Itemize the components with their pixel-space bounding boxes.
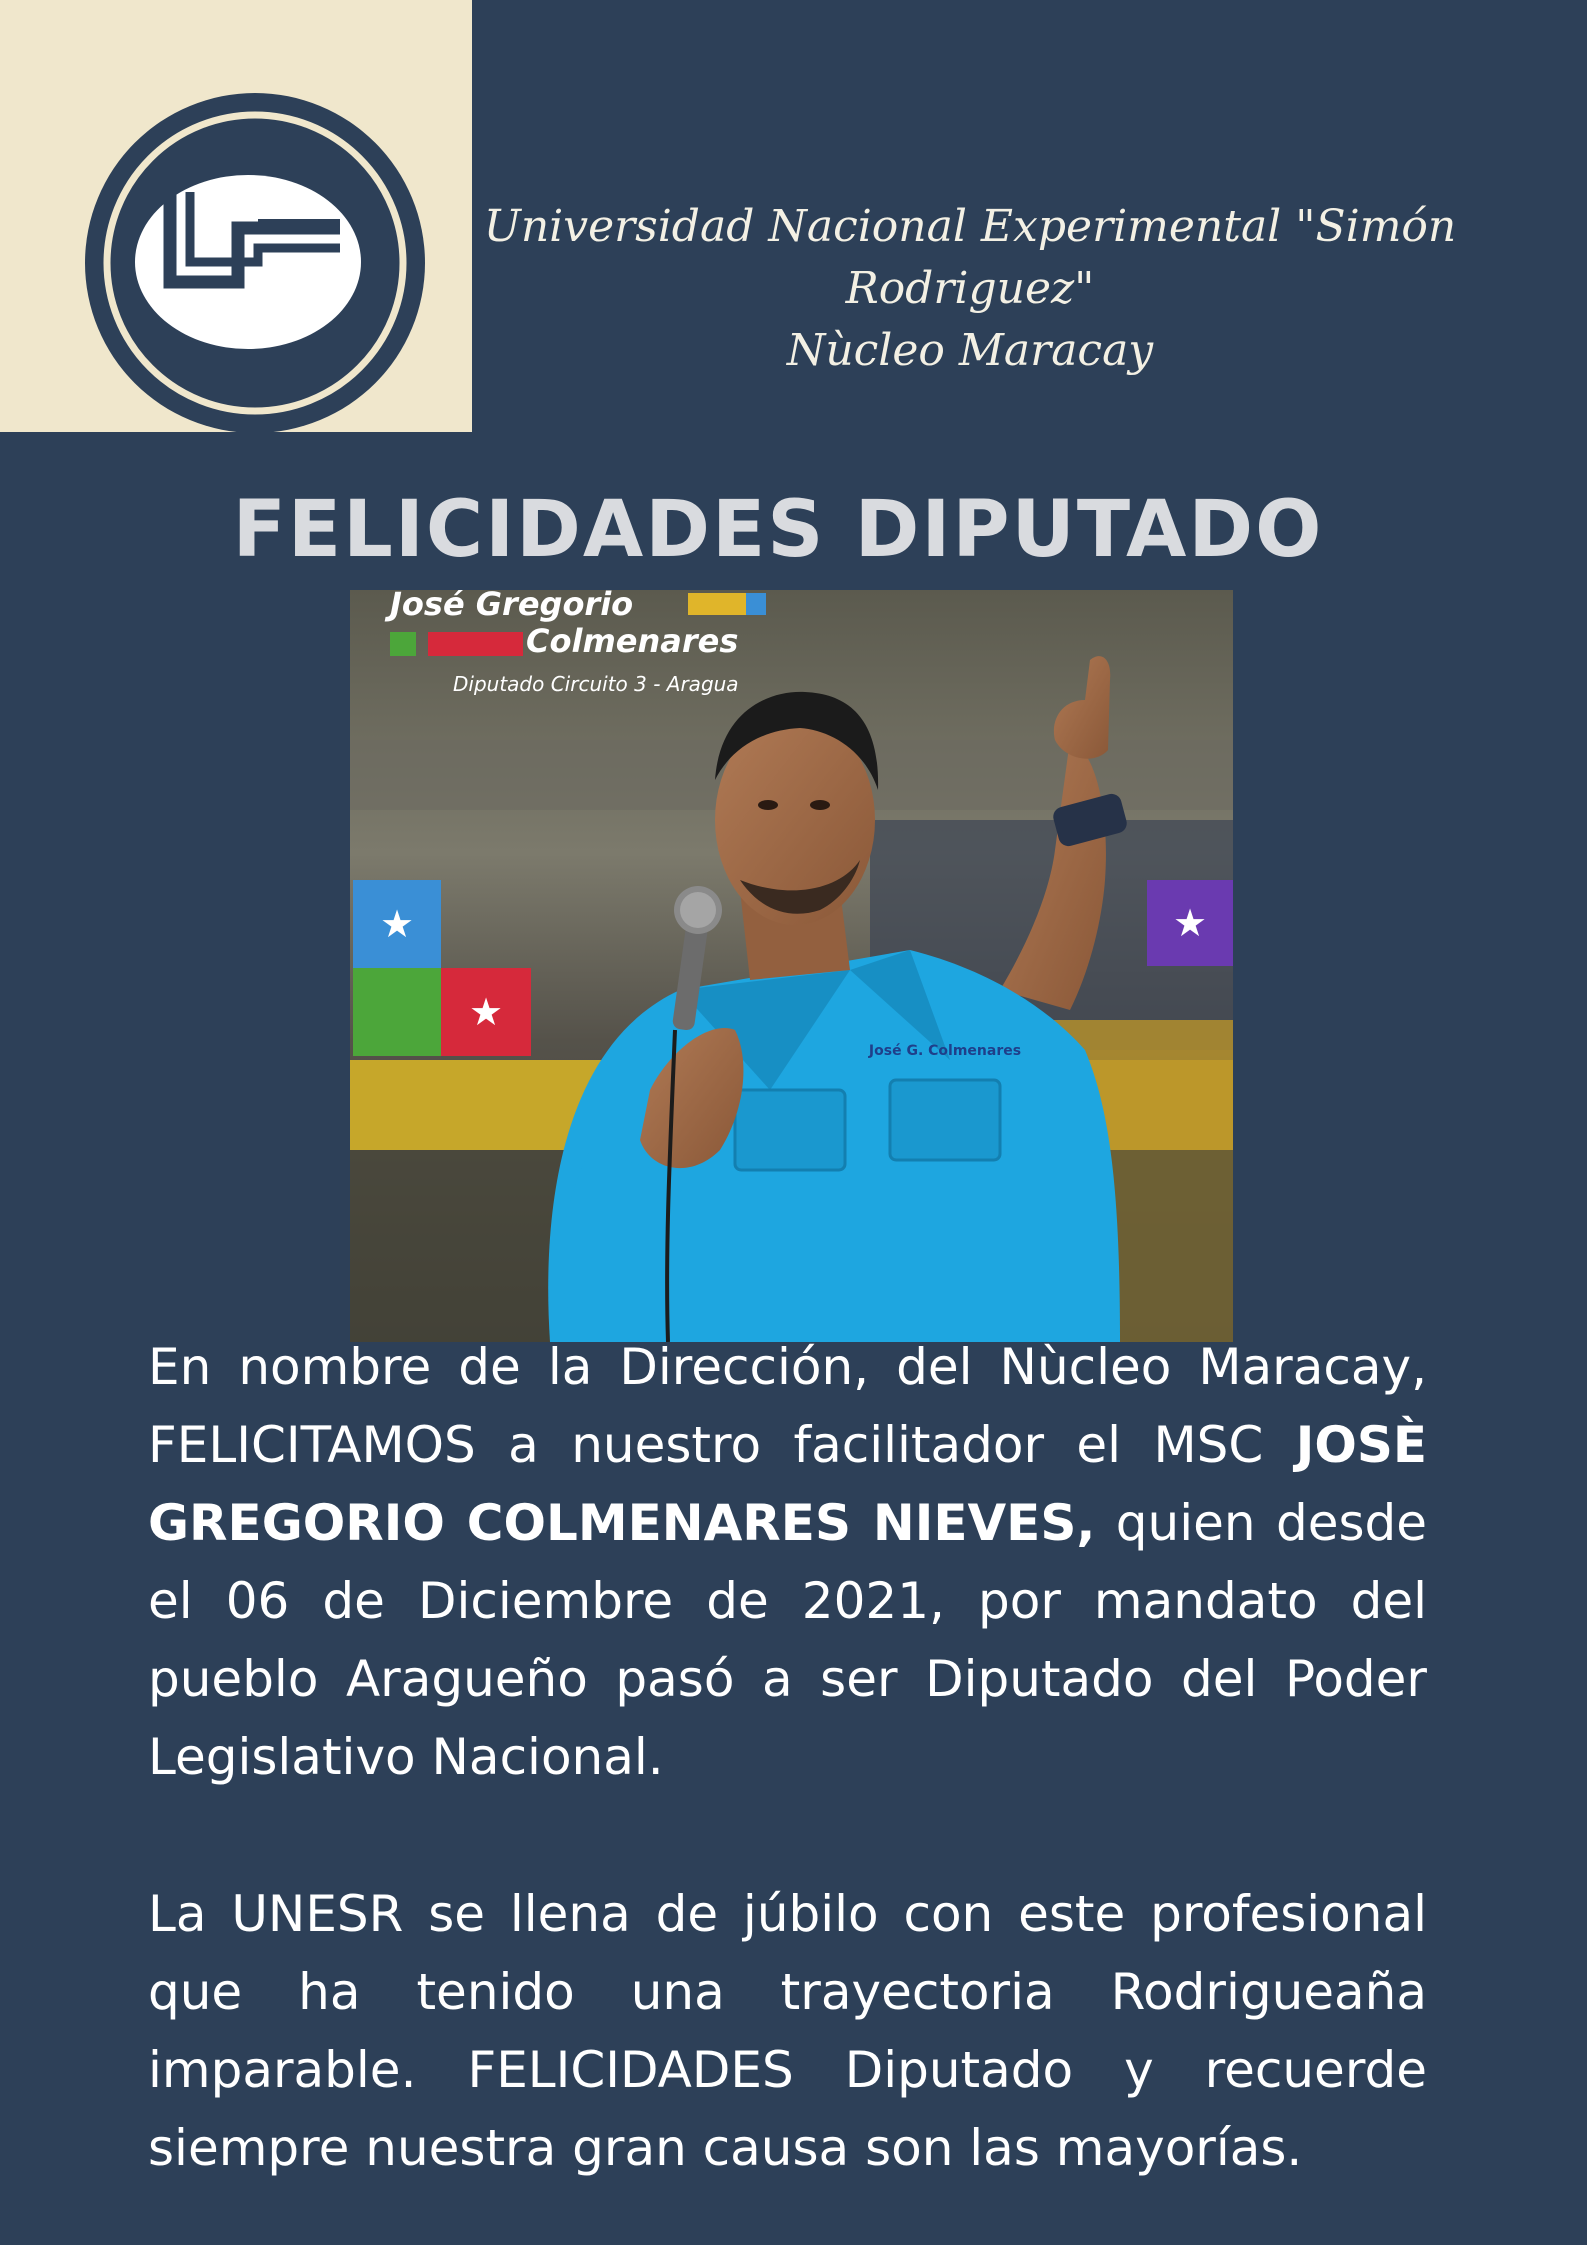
svg-text:★: ★	[379, 902, 415, 946]
shirt-embroidery: José G. Colmenares	[868, 1043, 1022, 1059]
svg-text:★: ★	[1172, 901, 1208, 945]
logo-panel	[0, 0, 472, 432]
svg-text:★: ★	[468, 990, 504, 1034]
paragraph1-intro: En nombre de la Dirección, del Nùcleo Maracay, FELICITAMOS a nuestro facilitador el MSC	[148, 1338, 1427, 1474]
congratulation-paragraph	[148, 1328, 1427, 1796]
overlay-name-line2: Colmenares	[526, 622, 739, 660]
university-name: Universidad Nacional Experimental "Simón Rodriguez"	[483, 201, 1457, 314]
overlay-caption: Diputado Circuito 3 - Aragua	[453, 672, 739, 696]
deputy-name: JOSÈ GREGORIO COLMENARES NIEVES,	[148, 1416, 1427, 1552]
nucleus-name: Nùcleo Maracay	[786, 325, 1154, 376]
paragraph1-rest: quien desde el 06 de Diciembre de 2021, por mandato del pueblo Aragueño pasó a ser Diputado del Poder Legislativo Nacional.	[148, 1494, 1428, 1786]
deputy-photo	[350, 590, 1233, 1342]
flag-block-right	[1147, 880, 1233, 966]
institution-header	[480, 196, 1460, 382]
closing-paragraph: La UNESR se llena de júbilo con este profesional que ha tenido una trayectoria Rodrigueaña imparable. FELICIDADES Diputado y recuerde siempre nuestra gran causa son las mayorías.	[148, 1885, 1427, 2177]
overlay-name-line1: José Gregorio	[390, 590, 634, 623]
unesr-logo-icon	[0, 0, 472, 432]
page-title: FELICIDADES DIPUTADO	[232, 485, 1324, 575]
